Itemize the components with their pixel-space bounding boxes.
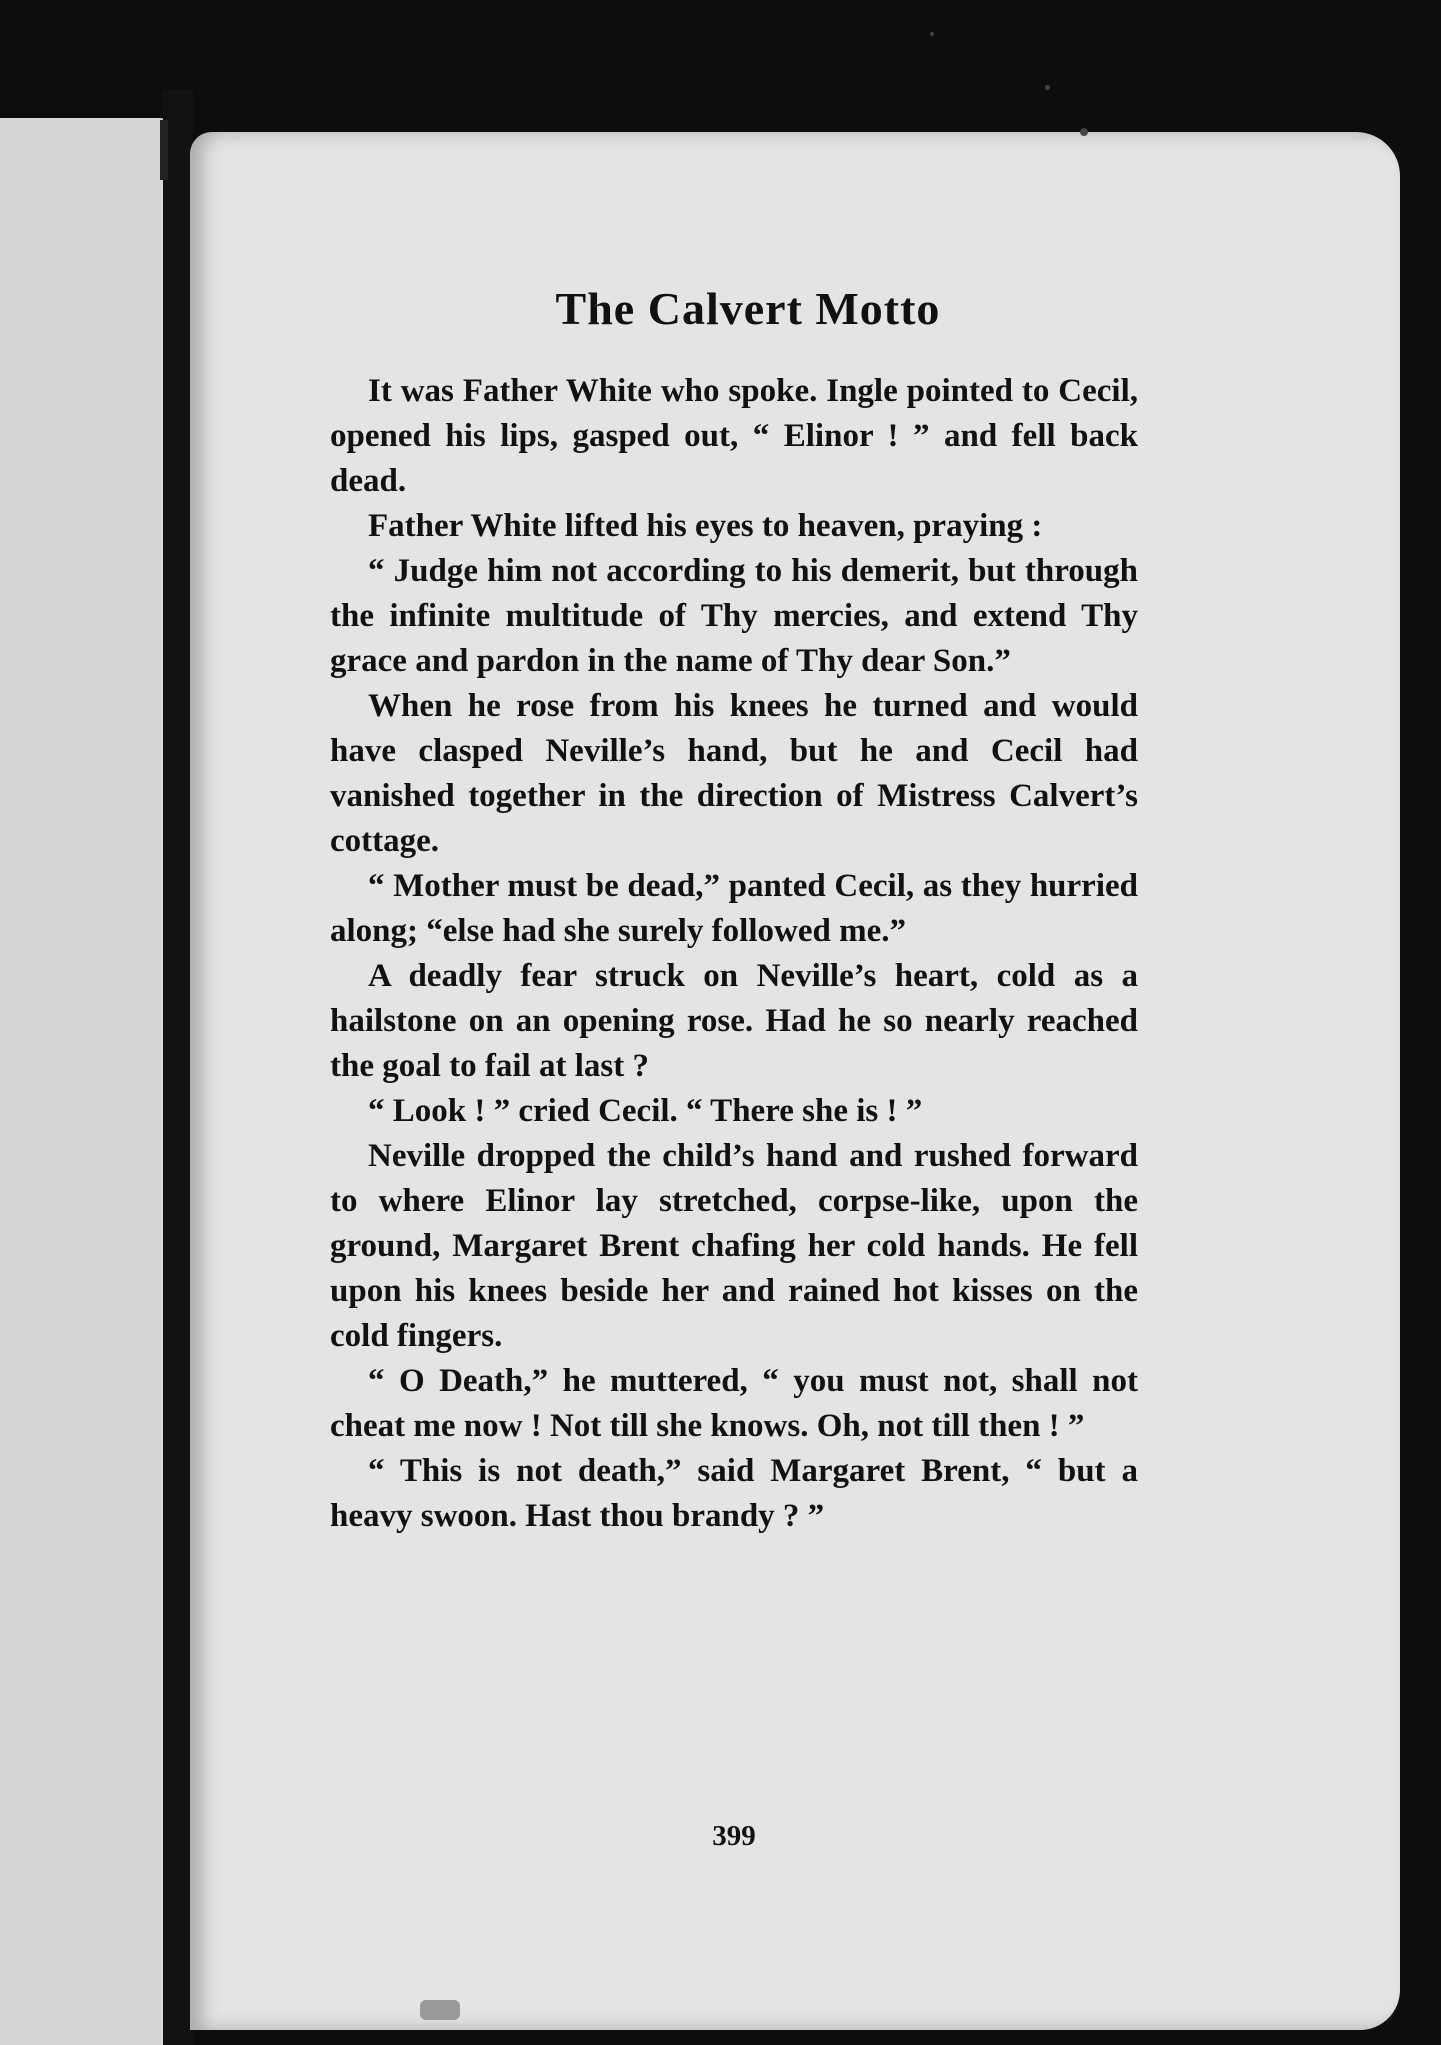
book-gutter: [163, 90, 193, 2045]
paragraph-6: A deadly fear struck on Neville’s heart, cold as a hailstone on an opening rose. Had he so nearly reached the goal to fail at last ?: [330, 958, 1138, 1084]
paragraph-10: “ This is not death,” said Margaret Brent, “ but a heavy swoon. Hast thou brandy ? ”: [330, 1453, 1138, 1534]
paragraph-5: “ Mother must be dead,” panted Cecil, as they hurried along; “else had she surely followed me.”: [330, 868, 1138, 949]
paragraph-4: When he rose from his knees he turned and would have clasped Neville’s hand, but he and Cecil had vanished together in the direction of Mistress Calvert’s cottage.: [330, 688, 1138, 859]
running-title: The Calvert Motto: [555, 283, 941, 334]
page-text-block: [330, 282, 1138, 1852]
paragraph-9: “ O Death,” he muttered, “ you must not, shall not cheat me now ! Not till she knows. Oh, not till then ! ”: [330, 1363, 1138, 1444]
paragraph-3: “ Judge him not according to his demerit, but through the infinite multitude of Thy mercies, and extend Thy grace and pardon in the name of Thy dear Son.”: [330, 553, 1138, 679]
dust-speck: [930, 32, 934, 36]
paragraph-8: Neville dropped the child’s hand and rushed forward to where Elinor lay stretched, corpse-like, upon the ground, Margaret Brent chafing her cold hands. He fell upon his knees beside her and rained hot kisses on the cold fingers.: [330, 1138, 1138, 1354]
dust-speck: [1045, 85, 1050, 90]
left-page-edge: [0, 118, 170, 2045]
page-number: 399: [712, 1820, 756, 1852]
paragraph-1: It was Father White who spoke. Ingle pointed to Cecil, opened his lips, gasped out, “ Elinor ! ” and fell back dead.: [330, 373, 1138, 499]
right-page: [190, 132, 1400, 2030]
dust-speck: [1080, 128, 1088, 136]
gutter-shadow: [160, 120, 168, 180]
paragraph-2: Father White lifted his eyes to heaven, praying :: [368, 508, 1043, 544]
page-tear: [420, 2000, 460, 2020]
paragraph-7: “ Look ! ” cried Cecil. “ There she is ! ”: [368, 1093, 923, 1129]
